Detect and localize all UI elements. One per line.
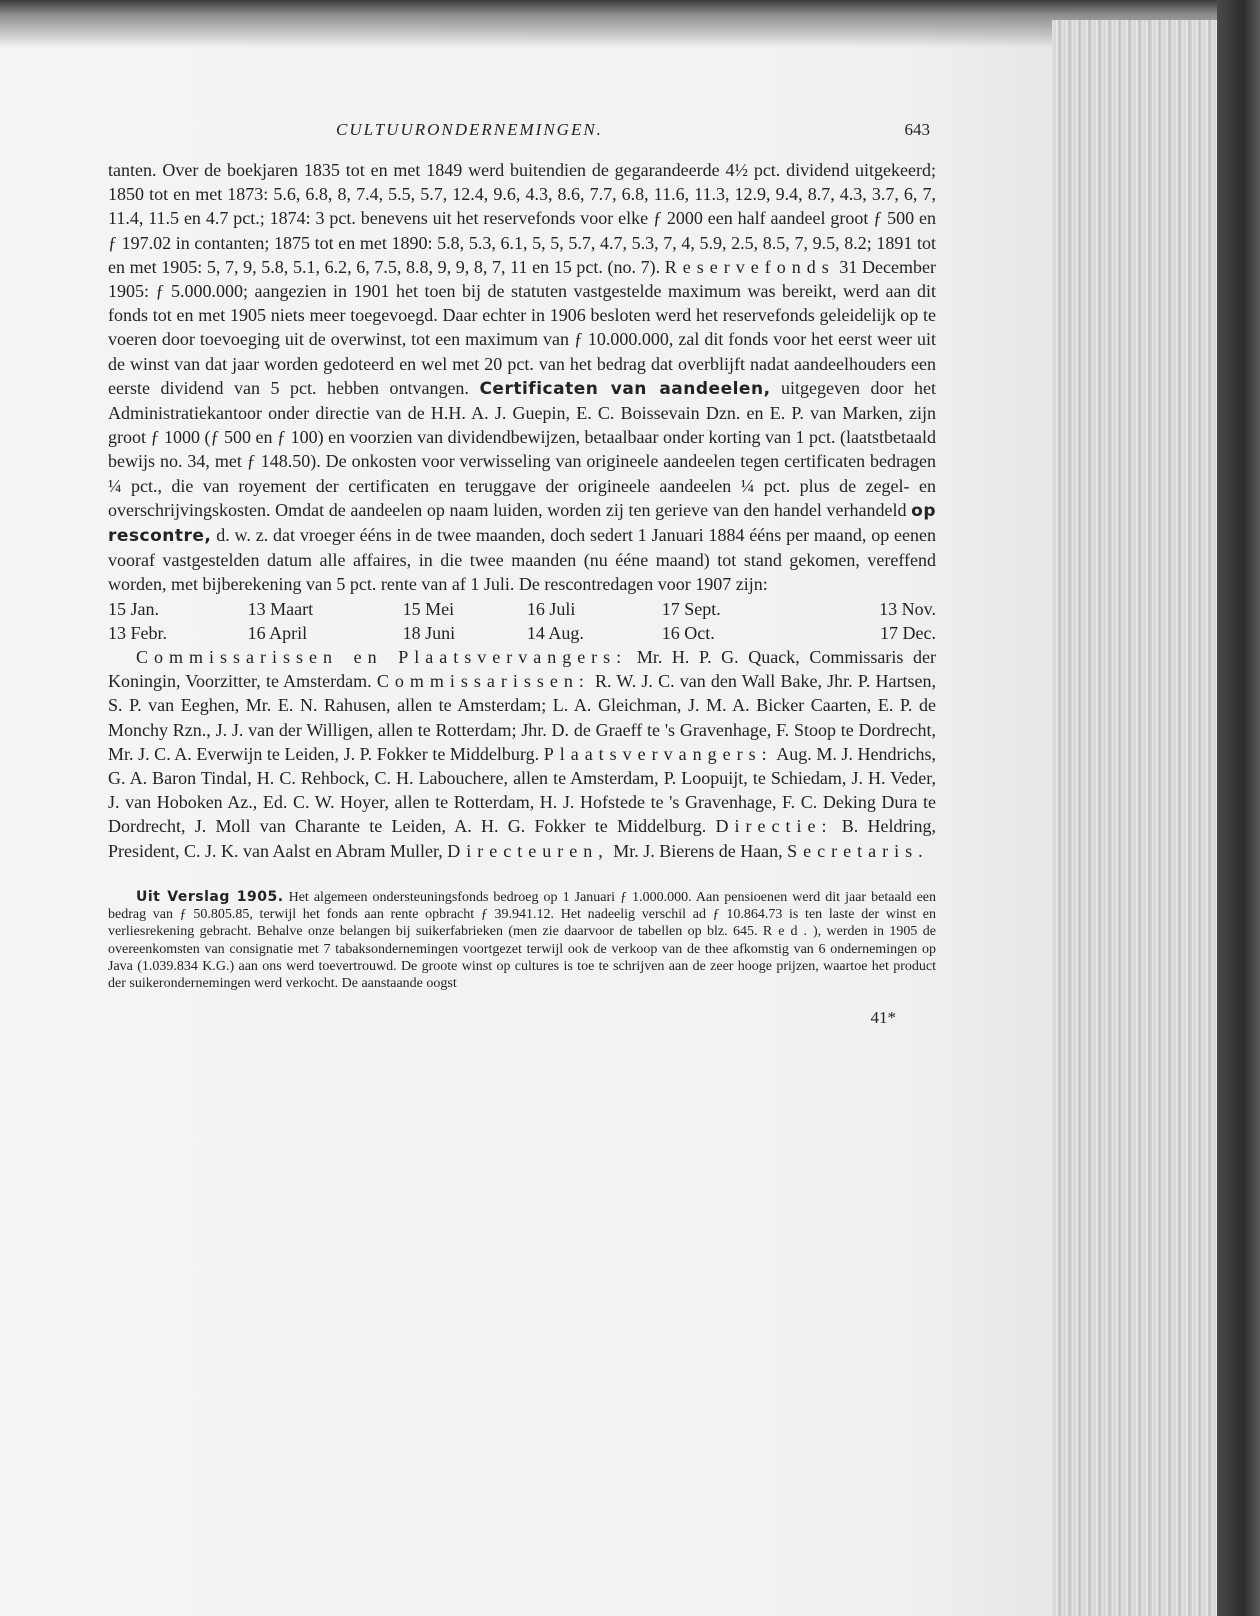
book-spine <box>1217 0 1260 1616</box>
date-cell: 16 April <box>247 622 308 643</box>
rescontre-text: d. w. z. dat vroeger ééns in de twee maanden, doch sedert 1 Januari 1884 ééns per maand, op eenen vooraf vastgestelden datum alle affaires, in die twee maanden (nu ééne maand) tot stand gekomen, vereffend worden, met bijberekening van 5 pct. rente van af 1 Juli. De rescontredagen voor 1907 zijn: <box>108 525 936 595</box>
table-row <box>108 597 936 621</box>
running-head: CULTUURONDERNEMINGEN. <box>336 120 603 139</box>
date-cell: 17 Dec. <box>880 622 936 643</box>
report-label: Uit Verslag 1905. <box>136 888 284 905</box>
text-block <box>108 118 936 1030</box>
date-cell: 14 Aug. <box>526 622 584 643</box>
commissarissen-text: R. W. J. C. van den Wall Bake, Jhr. P. Hartsen, S. P. van Eeghen, Mr. E. N. Rahusen, allen te Amsterdam; L. A. Gleichman, J. M. A. Bicker Caarten, E. P. de Monchy Rzn., J. J. van der Willigen, allen te Rotterdam; Jhr. D. de Graeff te 's Gravenhage, F. Stoop te Dordrecht, Mr. J. C. A. Everwijn te Leiden, J. P. Fokker te Middelburg. <box>108 671 937 764</box>
secretaris-name: Mr. J. Bierens de Haan, <box>613 840 783 861</box>
report-text-continued: ), werden in 1905 de overeenkomsten van consignatie met 7 tabaksondernemingen voortgezet terwijl ook de verkoop van de thee afkomstig van 6 ondernemingen op Java (1.039.834 K.G.) aan ons werd toevertrouwd. De groote winst op cultures is toe te schrijven aan de zeer hooge prijzen, waartoe het product der suikerondernemingen werd verkocht. De aanstaande oogst <box>108 924 936 991</box>
stacked-page-edges <box>1052 20 1217 1616</box>
date-cell: 18 Juni <box>402 622 456 643</box>
certificaten-label: Certificaten van aandeelen, <box>479 378 771 399</box>
date-cell: 16 Oct. <box>661 622 715 643</box>
page-header <box>336 118 936 158</box>
directie-label: Directie: <box>715 816 833 837</box>
page-number: 643 <box>904 120 930 139</box>
date-cell: 13 Febr. <box>108 622 168 643</box>
commissarissen-plaatsvervangers-label: Commissarissen en Plaatsvervangers: <box>136 647 628 668</box>
date-cell: 17 Sept. <box>661 598 721 619</box>
secretaris-label: Secretaris. <box>787 840 929 861</box>
plaatsvervangers-label: Plaatsvervangers: <box>543 743 773 764</box>
date-cell: 15 Mei <box>402 598 455 619</box>
directie-text: B. Heldring, President, C. J. K. van Aalst en Abram Muller, <box>108 816 936 861</box>
date-cell: 13 Maart <box>247 598 314 619</box>
red-label: Red. <box>762 924 813 940</box>
rescontre-dates-table <box>108 597 936 645</box>
reservefonds-text: 31 December 1905: ƒ 5.000.000; aangezien in 1901 het toen bij de statuten vastgestelde maximum was bereikt, werd aan dit fonds tot en met 1905 niets meer toegevoegd. Daar echter in 1906 besloten werd het reservefonds geleidelijk op te voeren door toevoeging uit de overwinst, tot een maximum van ƒ 10.000.000, zal dit fonds voor het eerst weer uit de winst van dat jaar worden gedoteerd en wel met 20 pct. van het bedrag dat overblijft nadat aandeelhouders een eerste dividend van 5 pct. hebben ontvangen. <box>108 256 937 398</box>
report-paragraph <box>108 889 936 992</box>
table-row <box>108 621 936 645</box>
paragraph-board <box>108 645 936 863</box>
reservefonds-label: Reservefonds <box>664 256 835 277</box>
date-cell: 13 Nov. <box>879 598 936 619</box>
directeuren-label: Directeuren, <box>447 840 609 861</box>
chairman-text: Mr. H. P. G. Quack, Commissaris der Koningin, Voorzitter, te Amsterdam. <box>108 647 936 692</box>
dividend-history-text: tanten. Over de boekjaren 1835 tot en met 1849 werd buitendien de gegarandeerde 4½ pct. dividend uitgekeerd; 1850 tot en met 1873: 5.6, 6.8, 8, 7.4, 5.5, 5.7, 12.4, 9.6, 4.3, 8.6, 7.7, 6.8, 11.6, 11.3, 12.9, 9.4, 8.7, 4.3, 3.7, 6, 7, 11.4, 11.5 en 4.7 pct.; 1874: 3 pct. benevens uit het reservefonds voor elke ƒ 2000 een half aandeel groot ƒ 500 en ƒ 197.02 in contanten; 1875 tot en met 1890: 5.8, 5.3, 6.1, 5, 5, 5.7, 4.7, 5.3, 7, 4, 5.9, 2.5, 8.5, 7, 9.5, 8.2; 1891 tot en met 1905: 5, 7, 9, 5.8, 5.1, 6.2, 6, 7.5, 8.8, 9, 9, 8, 7, 11 en 15 pct. (no. 7). <box>108 160 936 277</box>
date-cell: 16 Juli <box>526 598 576 619</box>
signature-mark: 41* <box>870 1008 896 1028</box>
commissarissen-label: Commissarissen: <box>376 671 590 692</box>
report-text: Het algemeen ondersteuningsfonds bedroeg op 1 Januari ƒ 1.000.000. Aan pensioenen werd dit jaar betaald een bedrag van ƒ 50.805.85, terwijl het fonds aan rente opbracht ƒ 39.941.12. Het nadeelig verschil ad ƒ 10.864.73 is ten laste der winst en verliesrekening gebracht. Behalve onze belangen bij suikerfabrieken (men zie daarvoor de tabellen op blz. 645. <box>108 889 937 940</box>
certificaten-text: uitgegeven door het Administratiekantoor onder directie van de H.H. A. J. Guepin, E. C. Boissevain Dzn. en E. P. van Marken, zijn groot ƒ 1000 (ƒ 500 en ƒ 100) en voorzien van dividendbewijzen, betaalbaar onder korting van 1 pct. (laatstbetaald bewijs no. 34, met ƒ 148.50). De onkosten voor verwisseling van origineele aandeelen tegen certificaten bedragen ¼ pct., die van royement der certificaten en teruggave der origineele aandeelen ¼ pct. plus de zegel- en overschrijvingskosten. Omdat de aandeelen op naam luiden, worden zij ten gerieve van den handel verhandeld <box>108 377 937 520</box>
paragraph-dividends <box>108 158 936 597</box>
rescontre-label: op rescontre, <box>108 500 936 547</box>
date-cell: 15 Jan. <box>108 598 159 619</box>
plaatsvervangers-text: Aug. M. J. Hendrichs, G. A. Baron Tindal, H. C. Rehbock, C. H. Labouchere, allen te Amsterdam, P. Loopuijt, te Schiedam, J. H. Veder, J. van Hoboken Az., Ed. C. W. Hoyer, allen te Rotterdam, H. J. Hofstede te 's Gravenhage, F. C. Deking Dura te Dordrecht, J. Moll van Charante te Leiden, A. H. G. Fokker te Middelburg. <box>108 743 936 837</box>
